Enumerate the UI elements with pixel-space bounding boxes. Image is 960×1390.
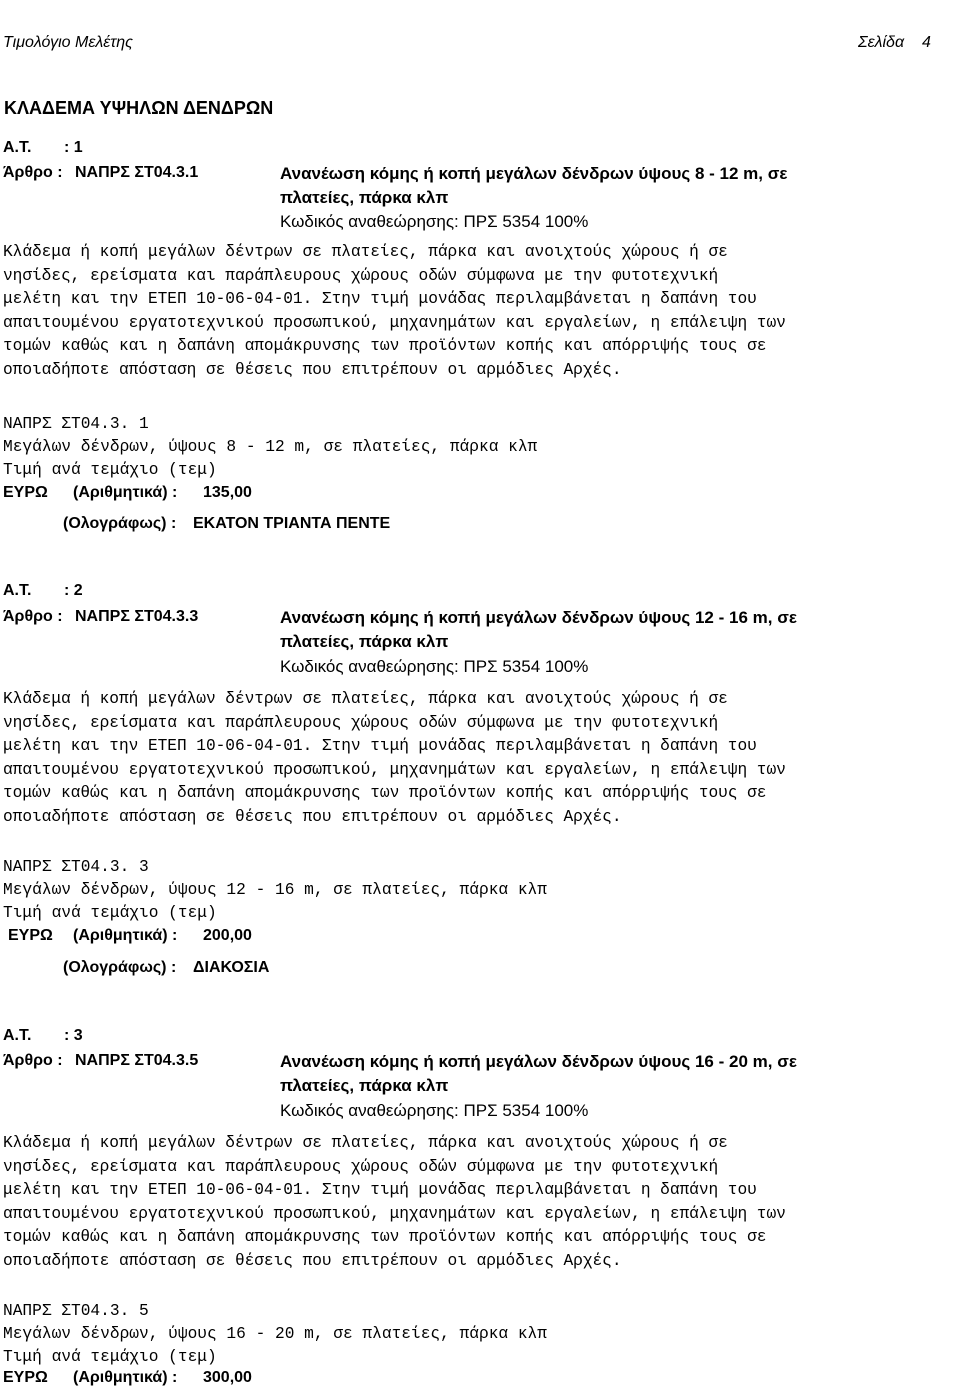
item-title-line1: Ανανέωση κόμης ή κοπή μεγάλων δένδρων ύψους 8 - 12 m, σε bbox=[280, 164, 788, 183]
item-title-line1: Ανανέωση κόμης ή κοπή μεγάλων δένδρων ύψους 12 - 16 m, σε bbox=[280, 608, 797, 627]
numeric-value: 200,00 bbox=[203, 927, 252, 944]
numeric-label: (Αριθμητικά) : bbox=[73, 484, 178, 501]
article-code: ΝΑΠΡΣ ΣΤ04.3.1 bbox=[75, 164, 199, 181]
spec-code: ΝΑΠΡΣ ΣΤ04.3. 1 bbox=[3, 415, 149, 433]
description-line: μελέτη και την ΕΤΕΠ 10-06-04-01. Στην τιμή μονάδας περιλαμβάνεται η δαπάνη του bbox=[3, 290, 757, 308]
document-title: Τιμολόγιο Μελέτης bbox=[3, 34, 133, 51]
at-label: Α.Τ. bbox=[3, 582, 32, 599]
item-title-line2: πλατείες, πάρκα κλπ bbox=[280, 188, 449, 207]
article-label: Άρθρο : bbox=[3, 164, 63, 181]
description-line: νησίδες, ερείσματα και παράπλευρους χώρους οδών σύμφωνα με την φυτοτεχνική bbox=[3, 713, 719, 732]
description-line: οποιαδήποτε απόσταση σε θέσεις που επιτρέπουν οι αρμόδιες Αρχές. bbox=[3, 807, 622, 826]
item-description bbox=[3, 688, 786, 829]
description-line: νησίδες, ερείσματα και παράπλευρους χώρους οδών σύμφωνα με την φυτοτεχνική bbox=[3, 266, 719, 285]
description-line: απαιτουμένου εργατοτεχνικού προσωπικού, μηχανημάτων και εργαλείων, η επάλειψη των bbox=[3, 313, 786, 332]
description-line: οποιαδήποτε απόσταση σε θέσεις που επιτρέπουν οι αρμόδιες Αρχές. bbox=[3, 1251, 622, 1270]
spec-code: ΝΑΠΡΣ ΣΤ04.3. 5 bbox=[3, 1302, 149, 1320]
section-title: ΚΛΑΔΕΜΑ ΥΨΗΛΩΝ ΔΕΝΔΡΩΝ bbox=[4, 98, 274, 118]
at-label: Α.Τ. bbox=[3, 139, 32, 156]
item-title-line2: πλατείες, πάρκα κλπ bbox=[280, 632, 449, 651]
description-line: τομών καθώς και η δαπάνη απομάκρυνσης των προϊόντων κοπής και απόρριψής τους σε bbox=[3, 1228, 767, 1246]
article-code: ΝΑΠΡΣ ΣΤ04.3.5 bbox=[75, 1052, 199, 1069]
description-line: Κλάδεμα ή κοπή μεγάλων δέντρων σε πλατείες, πάρκα και ανοιχτούς χώρους ή σε bbox=[3, 690, 728, 708]
item-title-line2: πλατείες, πάρκα κλπ bbox=[280, 1076, 449, 1095]
at-value: : 1 bbox=[64, 139, 83, 156]
article-code: ΝΑΠΡΣ ΣΤ04.3.3 bbox=[75, 608, 199, 625]
spec-code: ΝΑΠΡΣ ΣΤ04.3. 3 bbox=[3, 858, 149, 876]
description-line: απαιτουμένου εργατοτεχνικού προσωπικού, μηχανημάτων και εργαλείων, η επάλειψη των bbox=[3, 1204, 786, 1223]
words-value: ΕΚΑΤΟΝ ΤΡΙΑΝΤΑ ΠΕΝΤΕ bbox=[193, 515, 391, 532]
spec-description: Μεγάλων δένδρων, ύψους 8 - 12 m, σε πλατείες, πάρκα κλπ bbox=[3, 438, 538, 456]
item-title-line1: Ανανέωση κόμης ή κοπή μεγάλων δένδρων ύψους 16 - 20 m, σε bbox=[280, 1052, 797, 1071]
page-number: 4 bbox=[922, 34, 931, 51]
revision-code: Κωδικός αναθεώρησης: ΠΡΣ 5354 100% bbox=[280, 657, 589, 676]
spec-description: Μεγάλων δένδρων, ύψους 16 - 20 m, σε πλατείες, πάρκα κλπ bbox=[3, 1325, 547, 1343]
unit-label: Τιμή ανά τεμάχιο (τεμ) bbox=[3, 461, 217, 479]
spec-block bbox=[3, 413, 537, 482]
currency-label: ΕΥΡΩ bbox=[3, 1369, 48, 1386]
item-description bbox=[3, 1132, 786, 1273]
numeric-label: (Αριθμητικά) : bbox=[73, 1369, 178, 1386]
currency-label: ΕΥΡΩ bbox=[3, 484, 48, 501]
description-line: απαιτουμένου εργατοτεχνικού προσωπικού, μηχανημάτων και εργαλείων, η επάλειψη των bbox=[3, 760, 786, 779]
words-value: ΔΙΑΚΟΣΙΑ bbox=[193, 959, 270, 976]
spec-block bbox=[3, 1300, 547, 1369]
description-line: μελέτη και την ΕΤΕΠ 10-06-04-01. Στην τιμή μονάδας περιλαμβάνεται η δαπάνη του bbox=[3, 737, 757, 755]
revision-code: Κωδικός αναθεώρησης: ΠΡΣ 5354 100% bbox=[280, 212, 589, 231]
article-label: Άρθρο : bbox=[3, 608, 63, 625]
numeric-value: 135,00 bbox=[203, 484, 252, 501]
spec-block bbox=[3, 856, 547, 925]
unit-label: Τιμή ανά τεμάχιο (τεμ) bbox=[3, 1348, 217, 1366]
spec-description: Μεγάλων δένδρων, ύψους 12 - 16 m, σε πλατείες, πάρκα κλπ bbox=[3, 881, 547, 899]
words-label: (Ολογράφως) : bbox=[63, 515, 177, 532]
description-line: τομών καθώς και η δαπάνη απομάκρυνσης των προϊόντων κοπής και απόρριψής τους σε bbox=[3, 337, 767, 355]
words-label: (Ολογράφως) : bbox=[63, 959, 177, 976]
description-line: Κλάδεμα ή κοπή μεγάλων δέντρων σε πλατείες, πάρκα και ανοιχτούς χώρους ή σε bbox=[3, 243, 728, 261]
revision-code: Κωδικός αναθεώρησης: ΠΡΣ 5354 100% bbox=[280, 1101, 589, 1120]
description-line: τομών καθώς και η δαπάνη απομάκρυνσης των προϊόντων κοπής και απόρριψής τους σε bbox=[3, 784, 767, 802]
at-value: : 3 bbox=[64, 1027, 83, 1044]
at-value: : 2 bbox=[64, 582, 83, 599]
article-label: Άρθρο : bbox=[3, 1052, 63, 1069]
description-line: μελέτη και την ΕΤΕΠ 10-06-04-01. Στην τιμή μονάδας περιλαμβάνεται η δαπάνη του bbox=[3, 1181, 757, 1199]
description-line: νησίδες, ερείσματα και παράπλευρους χώρους οδών σύμφωνα με την φυτοτεχνική bbox=[3, 1157, 719, 1176]
numeric-value: 300,00 bbox=[203, 1369, 252, 1386]
description-line: οποιαδήποτε απόσταση σε θέσεις που επιτρέπουν οι αρμόδιες Αρχές. bbox=[3, 360, 622, 379]
numeric-label: (Αριθμητικά) : bbox=[73, 927, 178, 944]
currency-label: ΕΥΡΩ bbox=[8, 927, 53, 944]
unit-label: Τιμή ανά τεμάχιο (τεμ) bbox=[3, 904, 217, 922]
page-label: Σελίδα bbox=[858, 34, 905, 51]
description-line: Κλάδεμα ή κοπή μεγάλων δέντρων σε πλατείες, πάρκα και ανοιχτούς χώρους ή σε bbox=[3, 1134, 728, 1152]
at-label: Α.Τ. bbox=[3, 1027, 32, 1044]
item-description bbox=[3, 241, 786, 382]
